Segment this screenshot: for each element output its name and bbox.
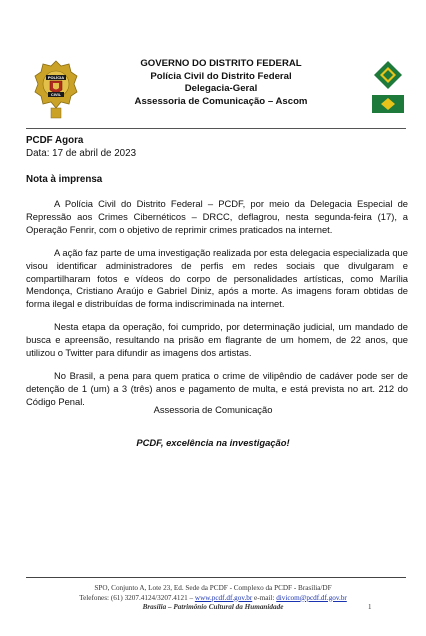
- release-date: Data: 17 de abril de 2023: [26, 148, 137, 159]
- badge-text-top: POLÍCIA: [47, 75, 65, 80]
- letterhead: [96, 58, 346, 108]
- body-paragraph: Nesta etapa da operação, foi cumprido, por determinação judicial, um mandado de busca e apreensão, resultando na prisão em flagrante de um homem, de 22 anos, que utilizou o Twitter para difundir as imagens dos artistas.: [26, 321, 408, 359]
- footer-contacts: [0, 594, 426, 604]
- email-link[interactable]: divicom@pcdf.df.gov.br: [276, 593, 347, 602]
- footer-address: SPO, Conjunto A, Lote 23, Ed. Sede da PCDF - Complexo da PCDF - Brasília/DF: [94, 584, 332, 592]
- header-divider: [26, 128, 406, 129]
- body-paragraph: A Polícia Civil do Distrito Federal – PCDF, por meio da Delegacia Especial de Repressão aos Crimes Cibernéticos – DRCC, deflagrou, nesta segunda-feira (17), a Operação Fenrir, com o objetivo de reprimir crimes praticados na internet.: [26, 198, 408, 235]
- body-paragraph: A ação faz parte de uma investigação realizada por esta delegacia especializada que visou identificar administradores de perfis em redes sociais que divulgaram e compartilharam fotos e vídeos do corpo de personalidades artísticas, como Marília Mendonça, Cristiano Araújo e Gabriel Diniz, após a morte. As imagens foram obtidas de forma ilegal e distribuídas de forma indiscriminada na internet.: [26, 246, 408, 310]
- letterhead-line-delegacia: Delegacia-Geral: [184, 83, 258, 95]
- website-link[interactable]: www.pcdf.df.gov.br: [194, 593, 253, 602]
- signature: Assessoria de Comunicação: [153, 404, 273, 415]
- motto: PCDF, excelência na investigação!: [136, 437, 290, 448]
- letterhead-line-government: GOVERNO DO DISTRITO FEDERAL: [140, 58, 302, 69]
- press-release-body: [26, 198, 408, 419]
- release-source: PCDF Agora: [26, 135, 84, 146]
- badge-text-bottom: CIVIL: [50, 92, 62, 97]
- footer-email-label: e-mail:: [254, 593, 275, 602]
- footer-tagline: Brasília – Patrimônio Cultural da Humanidade: [142, 603, 284, 612]
- letterhead-line-ascom: Assessoria de Comunicação – Ascom: [134, 95, 308, 107]
- page-number: 1: [368, 603, 372, 611]
- letterhead-line-police: Polícia Civil do Distrito Federal: [150, 70, 292, 82]
- release-meta: [26, 134, 136, 160]
- body-paragraph: No Brasil, a pena para quem pratica o crime de vilipêndio de cadáver pode ser de detenção de 1 (um) a 3 (três) anos e pagamento de multa, e está prevista no art. 212 do Código Penal.: [26, 369, 408, 407]
- police-badge-icon: [34, 60, 78, 120]
- df-flag-icon: [369, 57, 407, 117]
- page-footer: [0, 584, 426, 613]
- footer-phones: Telefones: (61) 3207.4124/3207.4121 –: [79, 593, 194, 602]
- document-title: Nota à imprensa: [26, 174, 103, 185]
- footer-divider: [26, 577, 406, 578]
